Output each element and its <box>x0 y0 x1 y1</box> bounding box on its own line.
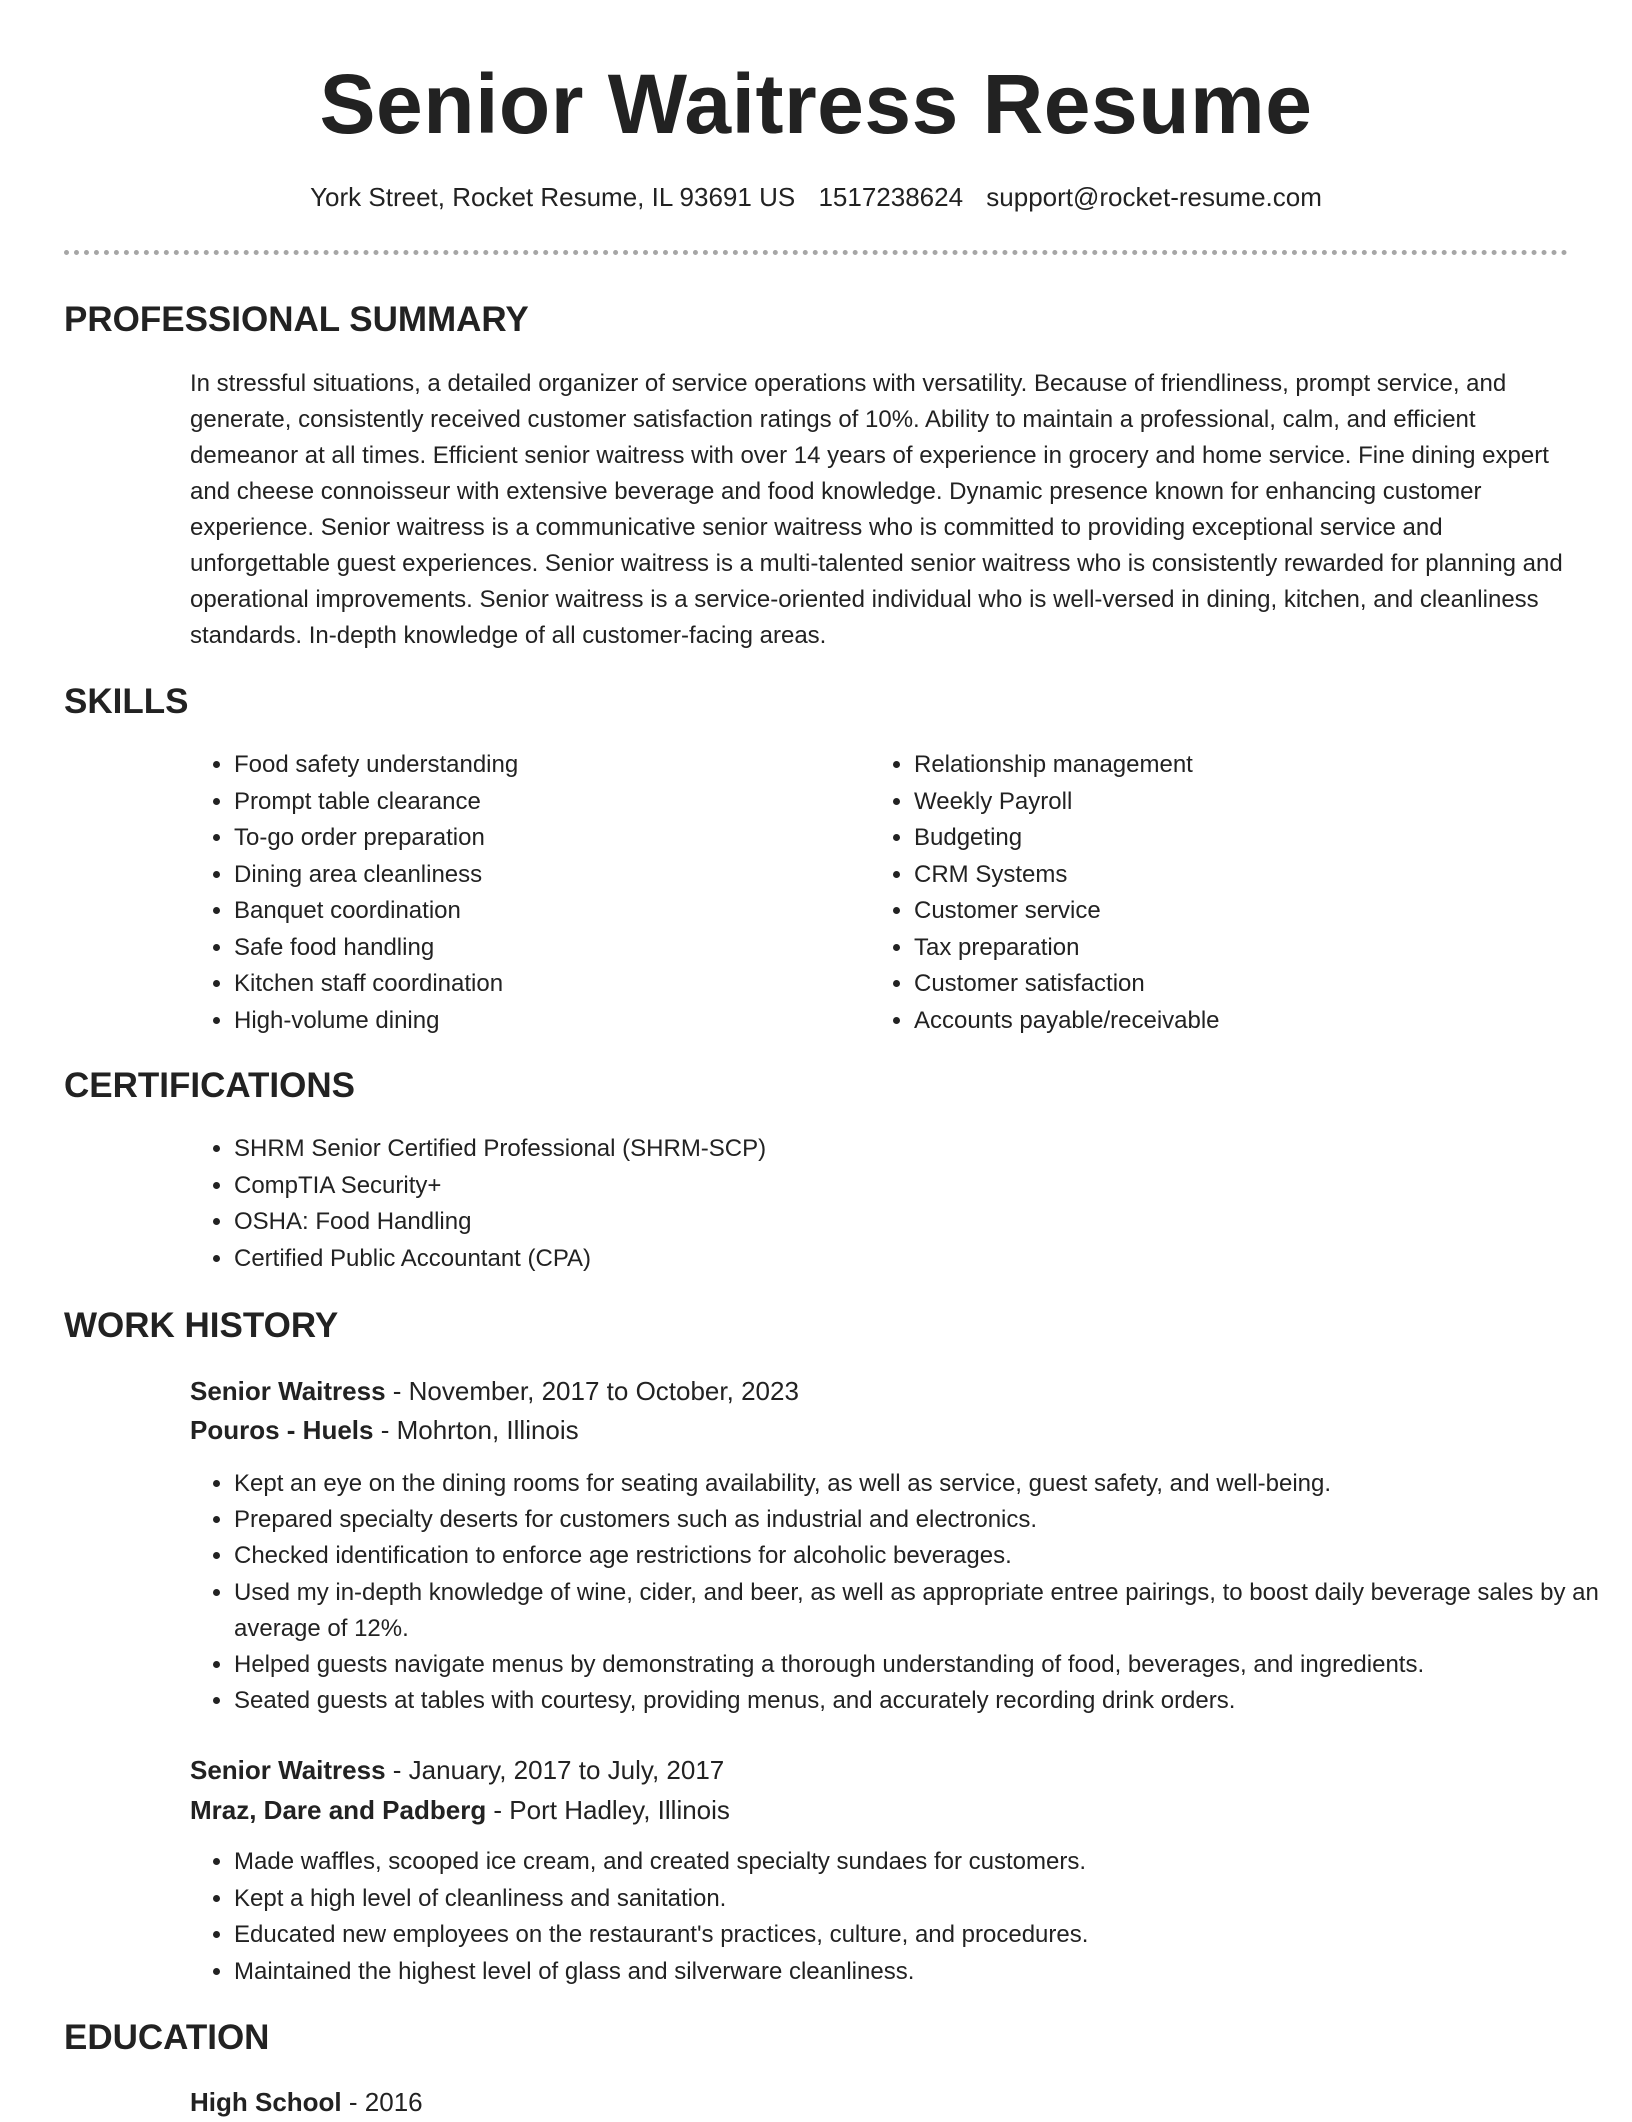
contact-email: support@rocket-resume.com <box>986 182 1322 212</box>
job-bullet: • Seated guests at tables with courtesy, providing menus, and accurately recording drink orders. <box>234 1683 1612 1719</box>
resume-title: Senior Waitress Resume <box>319 57 1313 151</box>
contact-address: York Street, Rocket Resume, IL 93691 US <box>310 182 796 212</box>
job-1-bullets <box>190 1466 1612 1719</box>
job-bullet: • Used my in-depth knowledge of wine, cider, and beer, as well as appropriate entree pairings, to boost daily beverage sales by an average of 12%. <box>234 1575 1612 1647</box>
job-1-dates: - November, 2017 to October, 2023 <box>385 1376 799 1406</box>
skill-item: • Weekly Payroll <box>914 784 1554 821</box>
job-1-company-line <box>190 1410 579 1450</box>
header-divider <box>64 250 1568 255</box>
certifications-list <box>190 1131 1534 1277</box>
job-2-title-line <box>190 1750 724 1790</box>
skill-item: • High-volume dining <box>234 1003 874 1040</box>
education-heading: EDUCATION <box>64 2018 270 2057</box>
job-bullet: • Maintained the highest level of glass and silverware cleanliness. <box>234 1954 1612 1991</box>
skill-item: • CRM Systems <box>914 857 1554 894</box>
certifications-heading: CERTIFICATIONS <box>64 1066 356 1105</box>
skill-item: • Dining area cleanliness <box>234 857 874 894</box>
education-line <box>190 2082 423 2122</box>
job-bullet: • Helped guests navigate menus by demonstrating a thorough understanding of food, beverages, and ingredients. <box>234 1647 1612 1683</box>
skill-item: • Food safety understanding <box>234 747 874 784</box>
contact-line <box>0 182 1632 213</box>
work-history-heading: WORK HISTORY <box>64 1306 339 1345</box>
skills-list-left <box>190 747 874 1039</box>
job-bullet: • Made waffles, scooped ice cream, and created specialty sundaes for customers. <box>234 1844 1612 1881</box>
skill-item: • Prompt table clearance <box>234 784 874 821</box>
education-year: - 2016 <box>341 2087 423 2117</box>
education-school: High School <box>190 2087 342 2117</box>
certification-item: • OSHA: Food Handling <box>234 1204 1534 1241</box>
job-2-dates: - January, 2017 to July, 2017 <box>385 1755 725 1785</box>
skill-item: • Customer service <box>914 893 1554 930</box>
skill-item: • Tax preparation <box>914 930 1554 967</box>
job-bullet: • Kept a high level of cleanliness and sanitation. <box>234 1881 1612 1918</box>
job-1-company: Pouros - Huels <box>190 1415 374 1445</box>
job-2-title: Senior Waitress <box>190 1755 386 1785</box>
job-bullet: • Prepared specialty deserts for customers such as industrial and electronics. <box>234 1502 1612 1538</box>
skills-list-right <box>870 747 1554 1039</box>
certification-item: • Certified Public Accountant (CPA) <box>234 1241 1534 1278</box>
skills-heading: SKILLS <box>64 682 189 721</box>
job-1-title-line <box>190 1371 799 1411</box>
skill-item: • Budgeting <box>914 820 1554 857</box>
job-2-company: Mraz, Dare and Padberg <box>190 1795 487 1825</box>
job-1-location: - Mohrton, Illinois <box>373 1415 579 1445</box>
skill-item: • Accounts payable/receivable <box>914 1003 1554 1040</box>
job-2-company-line <box>190 1790 730 1830</box>
skill-item: • To-go order preparation <box>234 820 874 857</box>
job-bullet: • Kept an eye on the dining rooms for seating availability, as well as service, guest safety, and well-being. <box>234 1466 1612 1502</box>
skill-item: • Customer satisfaction <box>914 966 1554 1003</box>
job-2-bullets <box>190 1844 1612 1990</box>
summary-heading: PROFESSIONAL SUMMARY <box>64 300 529 339</box>
certification-item: • SHRM Senior Certified Professional (SHRM-SCP) <box>234 1131 1534 1168</box>
job-bullet: • Educated new employees on the restaurant's practices, culture, and procedures. <box>234 1917 1612 1954</box>
job-bullet: • Checked identification to enforce age restrictions for alcoholic beverages. <box>234 1538 1612 1574</box>
job-1-title: Senior Waitress <box>190 1376 386 1406</box>
certification-item: • CompTIA Security+ <box>234 1168 1534 1205</box>
skill-item: • Safe food handling <box>234 930 874 967</box>
skill-item: • Relationship management <box>914 747 1554 784</box>
summary-text: In stressful situations, a detailed organizer of service operations with versatility. Because of friendliness, prompt service, and generate, consistently received customer satisfaction ratings of 10%. Ability to maintain a professional, calm, and efficient demeanor at all times. Efficient senior waitress with over 14 years of experience in grocery and home service. Fine dining expert and cheese connoisseur with extensive beverage and food knowledge. Dynamic presence known for enhancing customer experience. Senior waitress is a communicative senior waitress who is committed to providing exceptional service and unforgettable guest experiences. Senior waitress is a multi-talented senior waitress who is consistently rewarded for planning and operational improvements. Senior waitress is a service-oriented individual who is well-versed in dining, kitchen, and cleanliness standards. In-depth knowledge of all customer-facing areas. <box>190 370 1563 649</box>
skill-item: • Kitchen staff coordination <box>234 966 874 1003</box>
job-2-location: - Port Hadley, Illinois <box>486 1795 730 1825</box>
contact-phone: 1517238624 <box>818 182 964 212</box>
skill-item: • Banquet coordination <box>234 893 874 930</box>
